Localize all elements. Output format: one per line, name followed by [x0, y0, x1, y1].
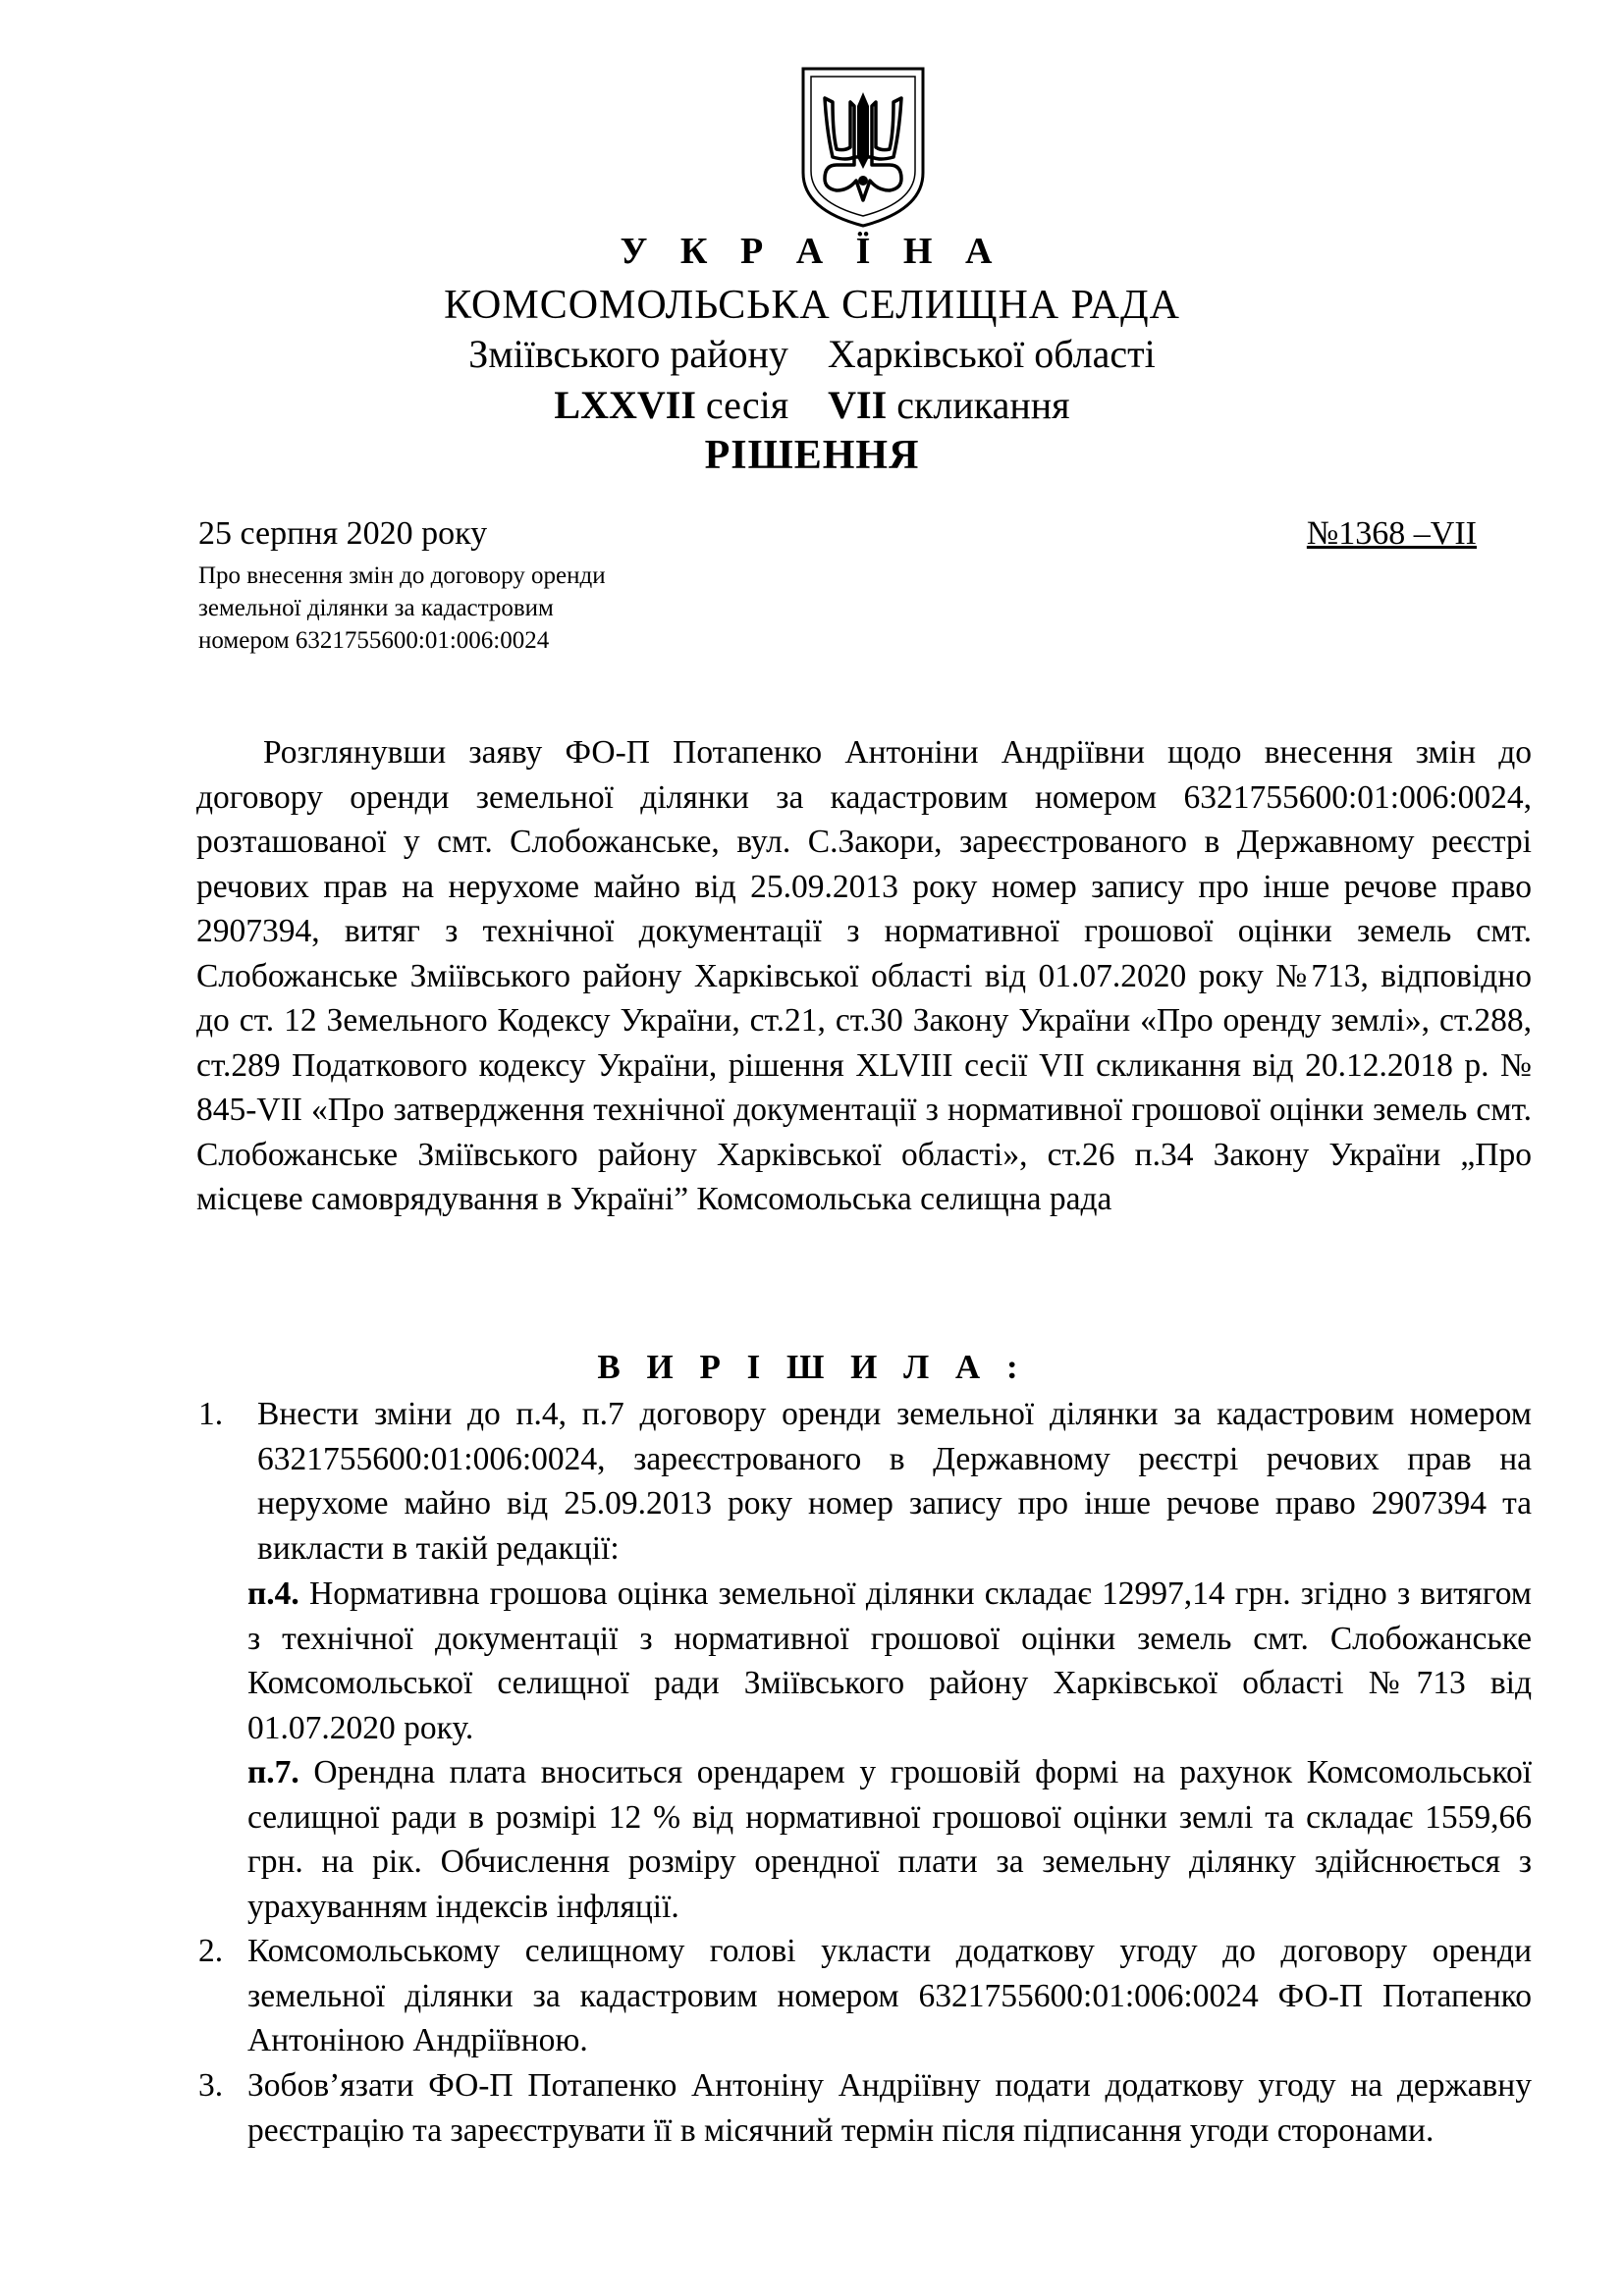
item-1-text: Внести змiни до п.4, п.7 договору оренди земельної ділянки за кадастровим номером 6321755600:01:006:0024, зареєстрованого в Державному реєстрі речових прав на нерухоме майно від 25.09.2013 року номер запису про інше речове право 2907394 та викласти в такій редакції: [257, 1396, 1532, 1567]
item-3-text: Зобов’язати ФО-П Потапенко Антоніну Андріївну подати додаткову угоду на державну реєстрацію та зареєструвати її в місячний термін після підписання угоди сторонами. [247, 2067, 1532, 2149]
item-1-clause-4 [247, 1572, 1532, 1750]
item-number: 2. [198, 1933, 224, 1969]
council-heading: КОМСОМОЛЬСЬКА СЕЛИЩНА РАДА [444, 283, 1180, 328]
decision-subject [198, 560, 748, 657]
subject-line: Про внесення змін до договору оренди [198, 562, 606, 589]
session-heading [0, 380, 1624, 431]
item-number: 1. [198, 1396, 224, 1432]
clause-label: п.7. [247, 1754, 299, 1790]
preamble-paragraph: Розглянувши заяву ФО-П Потапенко Антоніни Андріївни щодо внесення змін до договору оренди земельної ділянки за кадастровим номером 6321755600:01:006:0024, розташованої у смт. Слобожанське, вул. С.Закори, зареєстрованого в Державному реєстрі речових прав на нерухоме майно від 25.09.2013 року номер запису про інше речове право 2907394, витяг з технічної документації з нормативної грошової оцінки земель смт. Слобожанське Зміївського району Харківської області від 01.07.2020 року №713, відповідно до ст. 12 Земельного Кодексу України, ст.21, ст.30 Закону України «Про оренду землі», ст.288, ст.289 Податкового кодексу України, рішення XLVIII сесії VII скликання від 20.12.2018 р. № 845-VII «Про затвердження технічної документації з нормативної грошової оцінки земель смт. Слобожанське Зміївського району Харківської області», ст.26 п.34 Закону України „Про місцеве самоврядування в Україні” Комсомольська селищна рада [196, 734, 1532, 1217]
session-roman: LXXVII [554, 383, 696, 427]
item-2-text: Комсомольському селищному голові укласти додаткову угоду до договору оренди земельної ділянки за кадастровим номером 6321755600:01:006:0024 ФО-П Потапенко Антоніною Андріївною. [247, 1933, 1532, 2058]
item-number: 3. [198, 2067, 224, 2104]
clause-text: Нормативна грошова оцінка земельної ділянки складає 12997,14 грн. згідно з витягом з технічної документації з нормативної грошової оцінки земель смт. Слобожанське Комсомольської селищної ради Зміївського району Харківської області №713 від 01.07.2020 року. [247, 1575, 1533, 1746]
clause-text: Орендна плата вноситься орендарем у грошовій формі на рахунок Комсомольської селищної ради в розмірі 12 % від нормативної грошової оцінки землі та складає 1559,66 грн. на рік. Обчислення розміру орендної плати за земельну ділянку здійснюється з урахуванням індексів інфляції. [247, 1754, 1532, 1925]
region-name: Харківської області [827, 332, 1156, 376]
subject-line: номером 6321755600:01:006:0024 [198, 627, 550, 654]
item-1-clause-7 [247, 1750, 1532, 1929]
decision-number: №1368 –VII [1306, 515, 1477, 552]
session-word: сесія [705, 383, 789, 427]
country-heading: У К Р А Ї Н А [620, 231, 1004, 272]
convocation-word: скликання [896, 383, 1070, 427]
decision-date: 25 серпня 2020 року [198, 515, 488, 552]
convocation-roman: VII [828, 383, 888, 427]
district-heading [0, 329, 1624, 380]
clause-label: п.4. [247, 1575, 299, 1612]
decision-title: РІШЕННЯ [704, 433, 920, 478]
resolved-heading: В И Р І Ш И Л А : [597, 1348, 1027, 1386]
subject-line: земельної ділянки за кадастровим [198, 595, 554, 621]
district-name: Зміївського району [468, 332, 788, 376]
coat-of-arms-emblem [797, 63, 929, 232]
